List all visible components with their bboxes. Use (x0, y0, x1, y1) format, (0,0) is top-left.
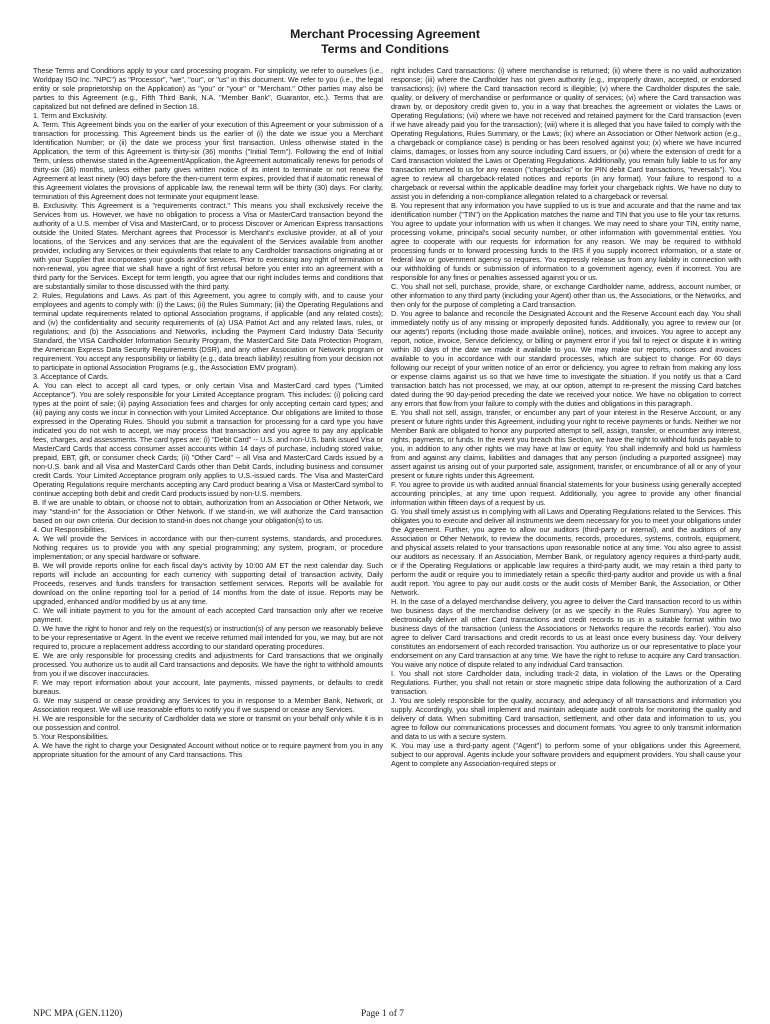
paragraph: These Terms and Conditions apply to your card processing program. For simplicity, we refer to ourselves (i.e., Worldpay ISO Inc. "NPC") as "Processor", "we", "our", or "us" in this document. We refer to you (i.e., the legal entity or sole proprietorship on the Application) as "you" or "your" or "Merchant." Other parties may also be parties to this Agreement (e.g., Fifth Third Bank, N.A. "Member Bank", Guarantor, etc.). Terms that are capitalized but not defined are defined in Section 18. (33, 66, 383, 111)
paragraph: B. Exclusivity. This Agreement is a "requirements contract." This means you shall exclusively receive the Services from us. However, we have no obligation to process a Visa or MasterCard transaction beyond the authority of a U.S. member of Visa and MasterCard, or to process Discover or American Express transactions outside the United States. Merchant agrees that Processor is Merchant's exclusive provider, at all of your locations, of the Services and any services that are the equivalent of the Services available from another provider, including any Services or their equivalents that relate to any Cardholder transactions originating at or with your Supplier that incorporates your goods and/or services. Prior to exercising any right of termination or non-renewal, you agree that we shall have a right of first refusal before you enter into an agreement with a third party for the Services. Except for term length, you agree that our right includes terms and conditions that are substantially similar to those discussed with the third party. (33, 201, 383, 291)
left-column (33, 66, 383, 1000)
paragraph: B. If we are unable to obtain, or choose not to obtain, authorization from an Association or Other Network, we may "stand-in" for the Association or Other Network. If we stand-in, we will authorize the Card transaction based on our own criteria. Our decision to stand-in does not change your obligation(s) to us. (33, 498, 383, 525)
paragraph: J. You are solely responsible for the quality, accuracy, and adequacy of all transactions and information you supply. Accordingly, you shall implement and maintain adequate audit controls for monitoring the quality and delivery of data. When submitting Card transaction, settlement, and other data and information to us, you agree to follow our communications processes and document formats. You agree to only transmit information and data to us with a secure system. (391, 696, 741, 741)
paragraph: 5. Your Responsibilities. (33, 732, 109, 741)
paragraph: B. You represent that any information you have supplied to us is true and accurate and that the name and tax identification number ("TIN") on the Application matches the name and TIN that you use to file your tax returns. You agree to update your information with us when it changes. We may need to share your TIN, entity name, processing volume, principal's social security number, or other information with governmental entities. You agree to cooperate with our requests for information for any reason. We may be required to withhold processing funds or to forward processing funds to the IRS if you supply incorrect information, or a state or federal law or government agency so requires. You expressly release us from any liability in connection with our withholding of funds or submission of information to a government agency, even if incorrect. You are responsible for any fines or penalties assessed against you or us. (391, 201, 741, 282)
paragraph: G. We may suspend or cease providing any Services to you in response to a Member Bank, Network, or Association request. We will use reasonable efforts to notify you if we suspend or cease any Services. (33, 696, 383, 714)
paragraph: 2. Rules, Regulations and Laws. As part of this Agreement, you agree to comply with, and to cause your employees and agents to comply with: (i) the Laws; (ii) the Rules Summary; (iii) the Operating Regulations and terminal update requirements related to optional Association programs, if applicable (and any related costs); and (iv) the confidentiality and security requirements of (a) USA Patriot Act and any related laws, rules, or regulations; and (b) the Associations and Networks, including the Payment Card Industry Data Security Standard, the VISA Cardholder Information Security Program, the MasterCard Site Data Protection Program, the American Express Data Security Requirements (DSR), and any other Association or Network program or requirement. You accept any responsibility or liability (e.g., data breach liability) resulting from your decision not to participate in optional Association Programs (e.g., the Association EMV program). (33, 291, 383, 372)
paragraph: I. You shall not store Cardholder data, including track-2 data, in violation of the Laws or the Operating Regulations. Further, you shall not retain or store magnetic stripe data following the authorization of a Card transaction. (391, 669, 741, 696)
paragraph: A. We will provide the Services in accordance with our then-current systems, standards, and procedures. Nothing requires us to provide you with any special programming; any system, program, or procedure implementation; or any special hardware or software. (33, 534, 383, 561)
paragraph: C. You shall not sell, purchase, provide, share, or exchange Cardholder name, address, account number, or other information to any third party (including your Agent) other than us, the Associations, or the Networks, and then only for the purpose of completing a Card transaction. (391, 282, 741, 309)
paragraph: H. In the case of a delayed merchandise delivery, you agree to deliver the Card transaction record to us within two business days of the merchandise delivery (or as we specify in the Rules Summary). You agree to electronically deliver all other Card transactions and credit records to us in a suitable format within two business days of the transaction (unless the Associations or Networks require the records earlier). You also agree to deliver Card transactions and credit records to us at least once every business day. Your delivery constitutes an endorsement of each recorded transaction. You authorize us or our representative to place your endorsement on any Card transaction at any time. We have the right to refuse to acquire any Card transaction. You waive any notice of dispute related to any individual Card transaction. (391, 597, 741, 669)
paragraph: A. You can elect to accept all card types, or only certain Visa and MasterCard card types ("Limited Acceptance"). You are solely responsible for your Limited Acceptance program. This includes: (i) policing card types at the point of sale; (ii) paying Association fees and charges for only accepting certain card types; and (iii) paying any costs we incur in connection with your Limited Acceptance. Our obligations are limited to those expressed in the Operating Rules. Should you submit a transaction for processing for a card type you have indicated you do not wish to accept, we may process that transaction and you agree to pay any applicable fees, charges, and assessments. The card types are: (i) "Debit Card" -- U.S. and non-U.S. bank issued Visa or MasterCard Cards that access consumer asset accounts within 14 days of purchase, including stored value, prepaid, EBT, gift, or consumer check Cards; (ii) "Other Card" -- all Visa and MasterCard Cards issued by a non-U.S. bank and all Visa and MasterCard Cards other than Debit Cards, including business and consumer credit Cards. Your Limited Acceptance program only applies to U.S.-issued cards. The Visa and MasterCard Operating Regulations require merchants accepting any Card product bearing a Visa or MasterCard symbol to continue accepting both debit and credit Card products issued by non-U.S. members. (33, 381, 383, 498)
paragraph: right includes Card transactions: (i) where merchandise is returned; (ii) where there is no valid authorization response; (iii) where the Cardholder has not given authority (e.g., improperly drawn, accepted, or endorsed transactions); (iv) where the Card transaction record is illegible; (v) where the Cardholder disputes the sale, quality, or delivery of merchandise or performance or quality of services; (vi) where the Card transaction was drawn by, or depository credit given to, you in a way that breaches the agreement or violates the Laws or Operating Regulations; (vii) where we have not received and retained payment for the Card transaction (even if we have already paid you for the transaction); (viii) where it is alleged that you have failed to comply with the Operating Regulations, Rules Summary, or the Laws; (ix) where an Association or Other Network action (e.g., a chargeback or compliance case) is pending or has been resolved against you; (x) where we have incurred claims, damages, or losses from any source including Card issuers, or (xi) where the extension of credit for a Card transaction violated the Laws or Operating Regulations. Additionally, you remain fully liable to us for any transaction returned to us for any reason ("chargebacks" or for PIN debit Card transactions, "reversals"). You agree to review all chargeback-related notices and reports (in any format). Your failure to respond to a chargeback or reversal within the applicable deadline may forfeit your chargeback rights. We have no duty to assist you in defending a non-compliance allegation related to a chargeback or reversal. (391, 66, 741, 201)
paragraph: F. You agree to provide us with audited annual financial statements for your business using generally accepted accounting principles, at any time upon request. Additionally, you agree to provide any other financial information within fifteen days of a request by us. (391, 480, 741, 507)
paragraph: E. We are only responsible for processing credits and adjustments for Card transactions that we originally processed. You authorize us to audit all Card transactions and deposits. We have the right to withhold amounts from you if we discover inaccuracies. (33, 651, 383, 678)
paragraph: C. We will initiate payment to you for the amount of each accepted Card transaction only after we receive payment. (33, 606, 383, 624)
paragraph: A. Term. This Agreement binds you on the earlier of your execution of this Agreement or your submission of a transaction for processing. This Agreement binds us the earlier of (i) the date we issue you a Merchant Identification Number; or (ii) the date we process your first transaction. Unless otherwise stated in the Application, the term of this Agreement is thirty-six (36) months ("Initial Term"). Following the end of Initial Term, unless otherwise stated in the Agreement/Application, the Agreement automatically renews for periods of thirty-six (36) months, unless either party gives written notice of its intent to terminate or not renew the Agreement at least ninety (90) days before the then-current term expires, provided that if automatic renewal of this Agreement violates the provisions of applicable law, the renewal term will be thirty (30) days. For clarity, termination of this Agreement does not terminate your equipment lease. (33, 120, 383, 201)
paragraph: 1. Term and Exclusivity. (33, 111, 108, 120)
document-title: Merchant Processing Agreement (290, 27, 480, 41)
document-subtitle: Terms and Conditions (321, 42, 449, 56)
page-number: Page 1 of 7 (361, 1009, 405, 1019)
paragraph: 4. Our Responsibilities. (33, 525, 107, 534)
right-column (391, 66, 741, 1000)
paragraph: 3. Acceptance of Cards. (33, 372, 109, 381)
paragraph: D. We have the right to honor and rely on the request(s) or instruction(s) of any person we reasonably believe to be your representative or Agent. In the event we receive returned mail intended for you, we may, but are not required to, procure a replacement address according to our standard operating procedures. (33, 624, 383, 651)
title-block (0, 27, 770, 57)
paragraph: H. We are responsible for the security of Cardholder data we store or transmit on your behalf only while it is in our possession and control. (33, 714, 383, 732)
paragraph: D. You agree to balance and reconcile the Designated Account and the Reserve Account each day. You shall immediately notify us of any missing or improperly deposited funds. Additionally, you agree to review our (or our agents') reports (including those made available online), notices, and invoices. You agree to accept any report, notice, invoice, Service deficiency, or billing or payment error if you fail to reject or dispute it in writing within 30 days of the date we made it available to you. We may make our reports, notices and invoices available to you in accordance with our standard processes, which are subject to change. For 60 days following our receipt of your written notice of an error or deficiency, you agree to refrain from making any loss or expense claims against us so that we have time to investigate the situation. If you notify us that a Card transaction batch has not processed, we may, at our option, attempt to re-present the missing Card batches dated during the 90 day-period preceding the date we received your notice. We have no obligation to correct any errors that flow from your failure to comply with the duties and obligations in this paragraph. (391, 309, 741, 408)
form-id: NPC MPA (GEN.1120) (33, 1009, 123, 1019)
paragraph: G. You shall timely assist us in complying with all Laws and Operating Regulations related to the Services. This obligates you to execute and deliver all instruments we deem necessary for you to meet your obligations under the Agreement. Further, you agree to allow our auditors (third-party or internal), and the auditors of any Association or Other Network, to review the documents, records, procedures, systems, controls, equipment, and physical assets related to your transactions upon reasonable notice at any time. You also agree to assist our auditors as necessary. If an Association, Member Bank, or regulatory agency requires a third-party audit, or if the Operating Regulations or applicable law requires a third-party audit, we may retain a third party to perform the audit or require you to immediately retain a specific third-party auditor and provide us with a final audit report. You agree to pay our audit costs or the audit costs of Member Bank, the Association, or Other Network. (391, 507, 741, 597)
paragraph: E. You shall not sell, assign, transfer, or encumber any part of your interest in the Reserve Account, or any present or future rights under this Agreement, including your right to receive payments or funds. Neither we nor Member Bank are obligated to honor any purported attempt to sell, assign, transfer, or encumber any interest, rights, payments, or funds. In the event you breach this Section, we have the right to withhold funds payable to you, in addition to any other rights we may have at law or equity. You shall indemnify and hold us harmless from and against any claims, liabilities and damages that any person (including a purported assignee) may assert against us arising out of your purported sale, assignment, transfer, or encumbrance of all or any of your present or future rights under this Agreement. (391, 408, 741, 480)
paragraph: K. You may use a third-party agent ("Agent") to perform some of your obligations under this Agreement, subject to our approval. Agents include your software providers and equipment providers. You shall cause your Agent to complete any Association-required steps or (391, 741, 741, 768)
paragraph: B. We will provide reports online for each fiscal day's activity by 10:00 AM ET the next calendar day. Such reports will include an accounting for each currency with supporting detail of transaction activity, Daily Proceeds, reserves and funds transfers for transaction settlement services. Reports will be available for download on the online reporting tool for a period of 14 months from the date of issue. Reports may be upgraded, enhanced and/or modified by us at any time. (33, 561, 383, 606)
paragraph: A. We have the right to charge your Designated Account without notice or to require payment from you in any appropriate situation for the amount of any Card transactions. This (33, 741, 383, 759)
paragraph: F. We may report information about your account, late payments, missed payments, or defaults to credit bureaus. (33, 678, 383, 696)
